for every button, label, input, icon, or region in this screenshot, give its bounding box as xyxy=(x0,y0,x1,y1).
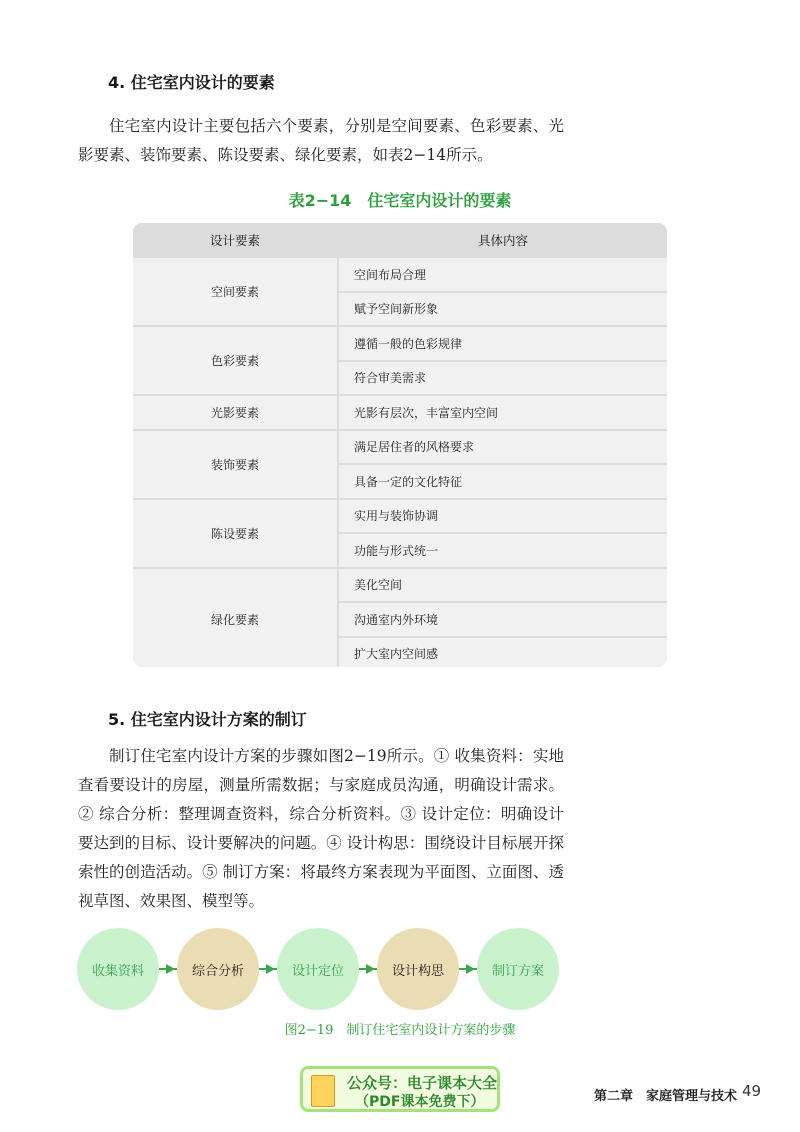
table-content-cell: 具备一定的文化特征 xyxy=(339,465,667,498)
flow-arrow-icon xyxy=(466,964,475,974)
section-5-heading: 5. 住宅室内设计方案的制订 xyxy=(108,710,307,729)
table-content-cell: 扩大室内空间感 xyxy=(339,638,667,668)
table-content-cell: 沟通室内外环境 xyxy=(339,603,667,636)
book-icon xyxy=(311,1075,335,1107)
table-content-cell: 光影有层次，丰富室内空间 xyxy=(339,396,667,429)
flow-step-concept: 设计构思 xyxy=(377,928,459,1010)
table-content-cell: 赋予空间新形象 xyxy=(339,293,667,326)
flow-arrow-icon xyxy=(166,964,175,974)
table-content-cell: 遵循一般的色彩规律 xyxy=(339,327,667,360)
watermark-line-2: （PDF课本免费下） xyxy=(355,1094,485,1110)
table-content-cell: 功能与形式统一 xyxy=(339,534,667,567)
table-element-cell: 装饰要素 xyxy=(133,431,337,498)
table-element-cell: 绿化要素 xyxy=(133,569,337,668)
flow-arrow-icon xyxy=(366,964,375,974)
table-header-element: 设计要素 xyxy=(133,223,337,256)
table-content-cell: 符合审美需求 xyxy=(339,362,667,395)
footer-chapter: 第二章 家庭管理与技术 xyxy=(594,1089,738,1104)
watermark-line-1: 公众号：电子课本大全 xyxy=(347,1074,498,1092)
table-element-cell: 色彩要素 xyxy=(133,327,337,394)
page-number: 49 xyxy=(742,1082,762,1100)
section-4-paragraph: 住宅室内设计主要包括六个要素，分别是空间要素、色彩要素、光影要素、装饰要素、陈设要素、绿化要素，如表2−14所示。 xyxy=(78,117,564,164)
flow-step-plan: 制订方案 xyxy=(477,928,559,1010)
design-process-flowchart xyxy=(0,928,800,1012)
table-content-cell: 实用与装饰协调 xyxy=(339,500,667,533)
flow-step-collect: 收集资料 xyxy=(77,928,159,1010)
flow-arrow-icon xyxy=(266,964,275,974)
table-title: 表2−14 住宅室内设计的要素 xyxy=(288,191,512,210)
table-element-cell: 光影要素 xyxy=(133,396,337,429)
table-element-cell: 空间要素 xyxy=(133,258,337,325)
section-5-paragraph: 制订住宅室内设计方案的步骤如图2−19所示。① 收集资料：实地查看要设计的房屋，测量所需数据；与家庭成员沟通，明确设计需求。② 综合分析：整理调查资料，综合分析资料。③ 设计定位：明确设计要达到的目标、设计要解决的问题。④ 设计构思：围绕设计目标展开探索性的创造活动。⑤ 制订方案：将最终方案表现为平面图、立面图、透视草图、效果图、模型等。 xyxy=(78,747,564,910)
flow-step-position: 设计定位 xyxy=(277,928,359,1010)
design-elements-table xyxy=(133,223,667,667)
table-content-cell: 空间布局合理 xyxy=(339,258,667,291)
flow-step-analyze: 综合分析 xyxy=(177,928,259,1010)
table-content-cell: 满足居住者的风格要求 xyxy=(339,431,667,464)
table-content-cell: 美化空间 xyxy=(339,569,667,602)
watermark-banner xyxy=(300,1066,500,1112)
table-header-content: 具体内容 xyxy=(339,223,667,256)
figure-caption: 图2−19 制订住宅室内设计方案的步骤 xyxy=(284,1023,516,1038)
section-4-heading: 4. 住宅室内设计的要素 xyxy=(108,73,275,92)
table-element-cell: 陈设要素 xyxy=(133,500,337,567)
